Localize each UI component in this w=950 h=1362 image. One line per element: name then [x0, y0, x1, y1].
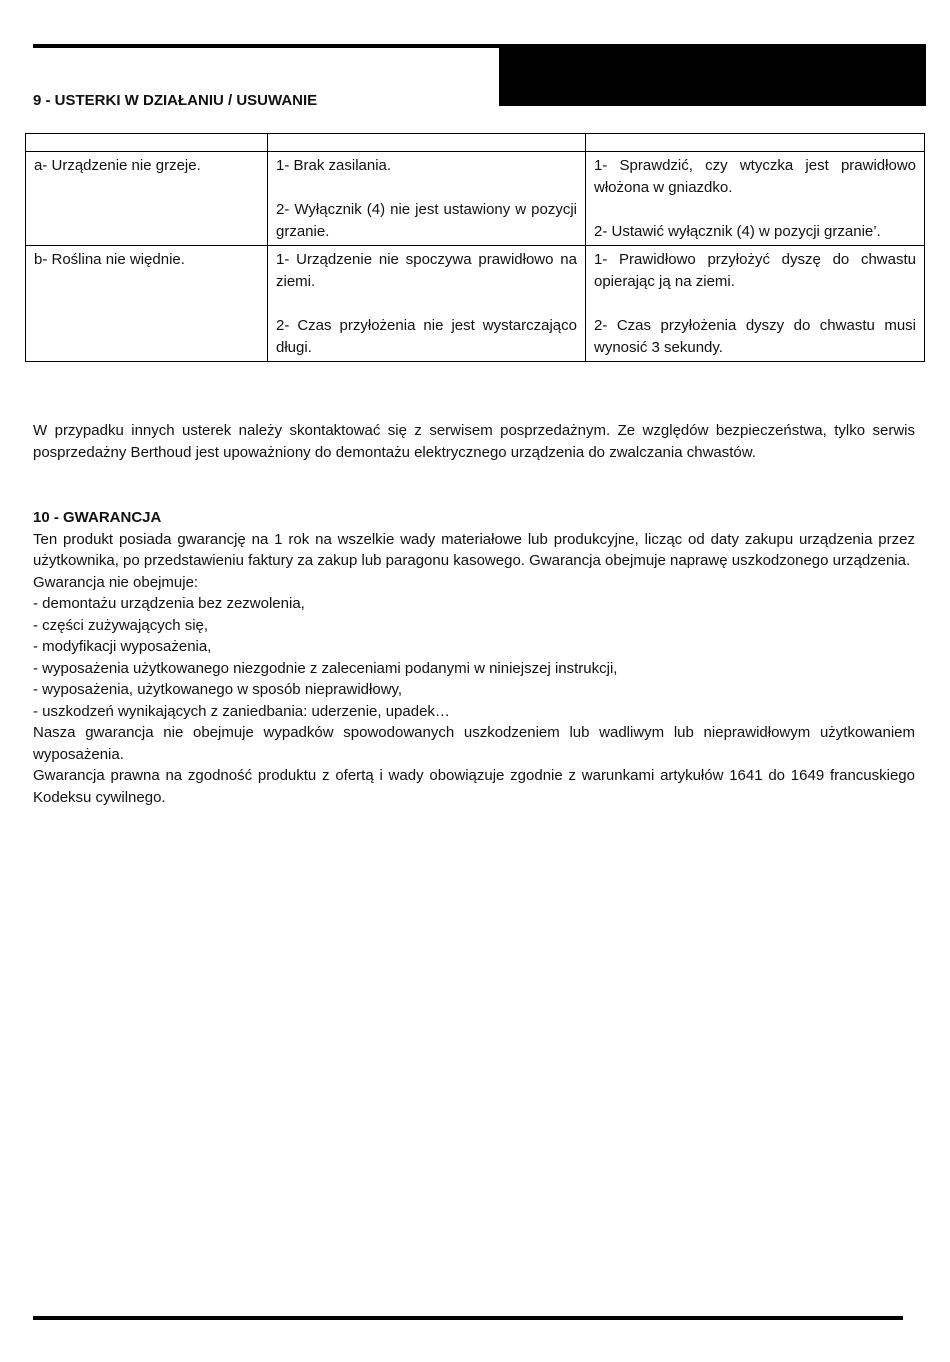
header-rule: [33, 44, 503, 48]
remedy-cell: [586, 246, 925, 362]
header-black-band: [499, 44, 926, 106]
cause-cell: [268, 152, 586, 246]
table-row: [26, 152, 925, 246]
fault-text: b- Roślina nie więdnie.: [34, 251, 185, 268]
warranty-accidents: Nasza gwarancja nie obejmuje wypadków spowodowanych uszkodzeniem lub wadliwym lub nieprawidłowym użytkowaniem wyposażenia.: [33, 724, 915, 763]
list-item: - części zużywających się,: [33, 616, 209, 634]
fault-cell: [26, 152, 268, 246]
cause-text: 1- Brak zasilania.: [276, 157, 392, 174]
remedy-cell: [586, 152, 925, 246]
remedy-text: 2- Ustawić wyłącznik (4) w pozycji grzanie’.: [594, 223, 881, 240]
section-9-title: 9 - USTERKI W DZIAŁANIU / USUWANIE: [33, 92, 318, 109]
cause-cell: [268, 246, 586, 362]
fault-cell: [26, 246, 268, 362]
remedy-text: 1- Prawidłowo przyłożyć dyszę do chwastu opierając ją na ziemi.: [594, 251, 916, 290]
troubleshooting-table: [25, 133, 925, 362]
cause-text: 1- Urządzenie nie spoczywa prawidłowo na ziemi.: [276, 251, 577, 290]
cause-text: 2- Wyłącznik (4) nie jest ustawiony w pozycji grzanie.: [276, 201, 577, 240]
header-cause: [268, 134, 586, 152]
list-item: - modyfikacji wyposażenia,: [33, 638, 212, 655]
cause-text: 2- Czas przyłożenia nie jest wystarczająco długi.: [276, 317, 577, 356]
table-row: [26, 246, 925, 362]
header-remedy: [586, 134, 925, 152]
table-header-row: [26, 134, 925, 152]
footer-rule: [33, 1316, 903, 1320]
list-item: - wyposażenia użytkowanego niezgodnie z zaleceniami podanymi w niniejszej instrukcji,: [33, 659, 618, 677]
fault-text: a- Urządzenie nie grzeje.: [34, 157, 201, 174]
service-note: W przypadku innych usterek należy skontaktować się z serwisem posprzedażnym. Ze względów bezpieczeństwa, tylko serwis posprzedażny Berthoud jest upoważniony do demontażu elektrycznego urządzenia do zwalczania chwastów.: [33, 422, 915, 461]
header-fault: [26, 134, 268, 152]
warranty-legal: Gwarancja prawna na zgodność produktu z ofertą i wady obowiązuje zgodnie z warunkami artykułów 1641 do 1649 francuskiego Kodeksu cywilnego.: [33, 767, 915, 806]
remedy-text: 2- Czas przyłożenia dyszy do chwastu musi wynosić 3 sekundy.: [594, 317, 916, 356]
remedy-text: 1- Sprawdzić, czy wtyczka jest prawidłowo włożona w gniazdko.: [594, 157, 916, 196]
warranty-section: [33, 507, 915, 808]
exclusions-title: Gwarancja nie obejmuje:: [33, 573, 199, 591]
warranty-intro: Ten produkt posiada gwarancję na 1 rok na wszelkie wady materiałowe lub produkcyjne, licząc od daty zakupu urządzenia przez użytkownika, po przedstawieniu faktury za zakup lub paragonu kasowego. Gwarancja obejmuje naprawę uszkodzonego urządzenia.: [33, 530, 915, 569]
list-item: - wyposażenia, użytkowanego w sposób nieprawidłowy,: [33, 681, 403, 698]
list-item: - demontażu urządzenia bez zezwolenia,: [33, 595, 305, 612]
section-10-title: 10 - GWARANCJA: [33, 509, 162, 526]
list-item: - uszkodzeń wynikających z zaniedbania: uderzenie, upadek…: [33, 702, 450, 720]
